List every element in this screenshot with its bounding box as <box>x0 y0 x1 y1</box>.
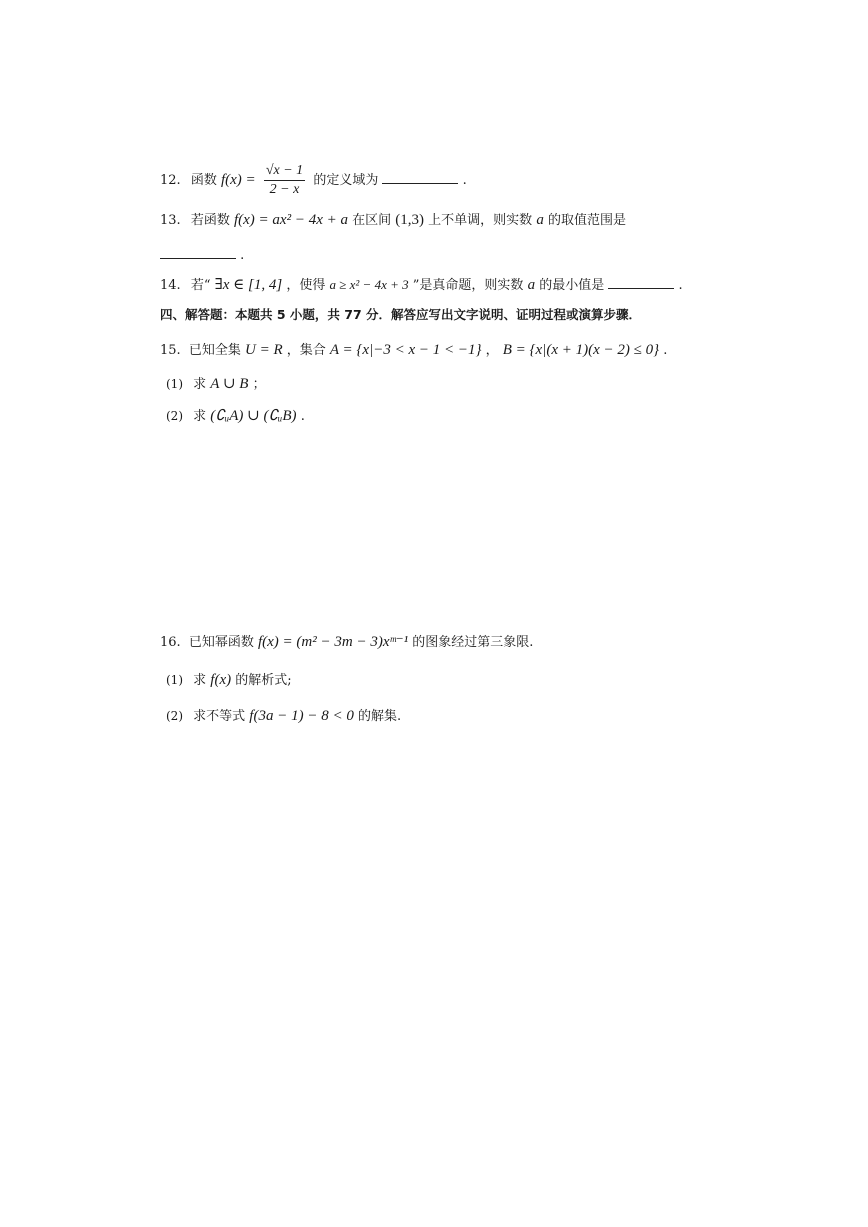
fraction-numerator: √x − 1 <box>264 162 305 181</box>
subquestion-text: 求 <box>193 409 207 424</box>
variable: a <box>527 277 536 293</box>
function-expression: f(x) = ax² − 4x + a <box>233 212 348 228</box>
subquestion-end: 的解集. <box>357 709 402 724</box>
problem-text: 的定义域为 <box>313 173 379 188</box>
problem-number: 16. <box>160 635 181 650</box>
math-expression: f(3a − 1) − 8 < 0 <box>249 708 354 724</box>
universe-expression: U = R <box>244 342 283 358</box>
problem-15-subquestion-2 <box>166 406 305 427</box>
problem-text: ，集合 <box>286 343 326 358</box>
problem-13-blank-line <box>160 244 244 266</box>
function-expression: f(x) = (m² − 3m − 3)xᵐ⁻¹ <box>257 634 409 650</box>
problem-text: 若函数 <box>190 213 230 228</box>
math-expression: f(x) <box>210 672 232 688</box>
problem-text: 在区间 <box>352 213 392 228</box>
problem-text: ”是真命题，则实数 <box>412 278 524 293</box>
fraction <box>264 162 305 199</box>
problem-number: 12. <box>160 173 181 188</box>
subquestion-end: ； <box>252 377 266 392</box>
set-b-expression: B = {x|(x + 1)(x − 2) ≤ 0} <box>502 342 660 358</box>
problem-13 <box>160 210 626 231</box>
interval-expression: (1,3) <box>395 212 425 228</box>
problem-16-subquestion-1 <box>166 670 292 691</box>
problem-text: 已知幂函数 <box>188 635 254 650</box>
math-expression: A ∪ B <box>210 376 249 392</box>
problem-end: . <box>678 278 683 293</box>
subquestion-number: (1) <box>166 673 183 687</box>
math-expression: (∁ᵤA) ∪ (∁ᵤB) <box>210 408 297 424</box>
problem-text: 若“ <box>190 278 211 293</box>
variable: a <box>536 212 544 228</box>
problem-16 <box>160 632 533 653</box>
problem-end: . <box>663 343 668 358</box>
problem-end: . <box>462 173 467 188</box>
subquestion-number: (2) <box>166 709 183 723</box>
subquestion-text: 求不等式 <box>193 709 246 724</box>
problem-text: 的图象经过第三象限. <box>412 635 534 650</box>
subquestion-number: (2) <box>166 409 183 423</box>
problem-text: ，使得 <box>286 278 326 293</box>
subquestion-end: 的解析式; <box>235 673 292 688</box>
problem-text: 的取值范围是 <box>547 213 626 228</box>
math-expression: a ≥ x² − 4x + 3 <box>329 277 409 292</box>
problem-text: 已知全集 <box>188 343 241 358</box>
fraction-denominator: 2 − x <box>269 182 300 197</box>
problem-text: 的最小值是 <box>539 278 605 293</box>
problem-text: 上不单调，则实数 <box>428 213 533 228</box>
problem-number: 14. <box>160 278 181 293</box>
problem-15-subquestion-1 <box>166 374 266 395</box>
answer-blank <box>382 169 458 184</box>
problem-text: 函数 <box>190 173 217 188</box>
problem-15 <box>160 340 667 361</box>
problem-12 <box>160 160 467 200</box>
answer-blank <box>160 244 236 259</box>
answer-blank <box>608 274 674 289</box>
problem-text: ， <box>485 343 499 358</box>
subquestion-end: . <box>300 409 305 424</box>
function-expression: f(x) = <box>220 172 256 188</box>
math-expression: ∃x ∈ [1, 4] <box>214 277 283 293</box>
problem-number: 13. <box>160 213 181 228</box>
problem-end: . <box>240 248 245 263</box>
subquestion-number: (1) <box>166 377 183 391</box>
problem-16-subquestion-2 <box>166 706 401 727</box>
section-heading: 四、解答题：本题共 5 小题，共 77 分．解答应写出文字说明、证明过程或演算步骤． <box>160 307 642 322</box>
problem-number: 15. <box>160 343 181 358</box>
subquestion-text: 求 <box>193 377 207 392</box>
problem-14 <box>160 274 683 296</box>
subquestion-text: 求 <box>193 673 207 688</box>
set-a-expression: A = {x|−3 < x − 1 < −1} <box>329 342 482 358</box>
